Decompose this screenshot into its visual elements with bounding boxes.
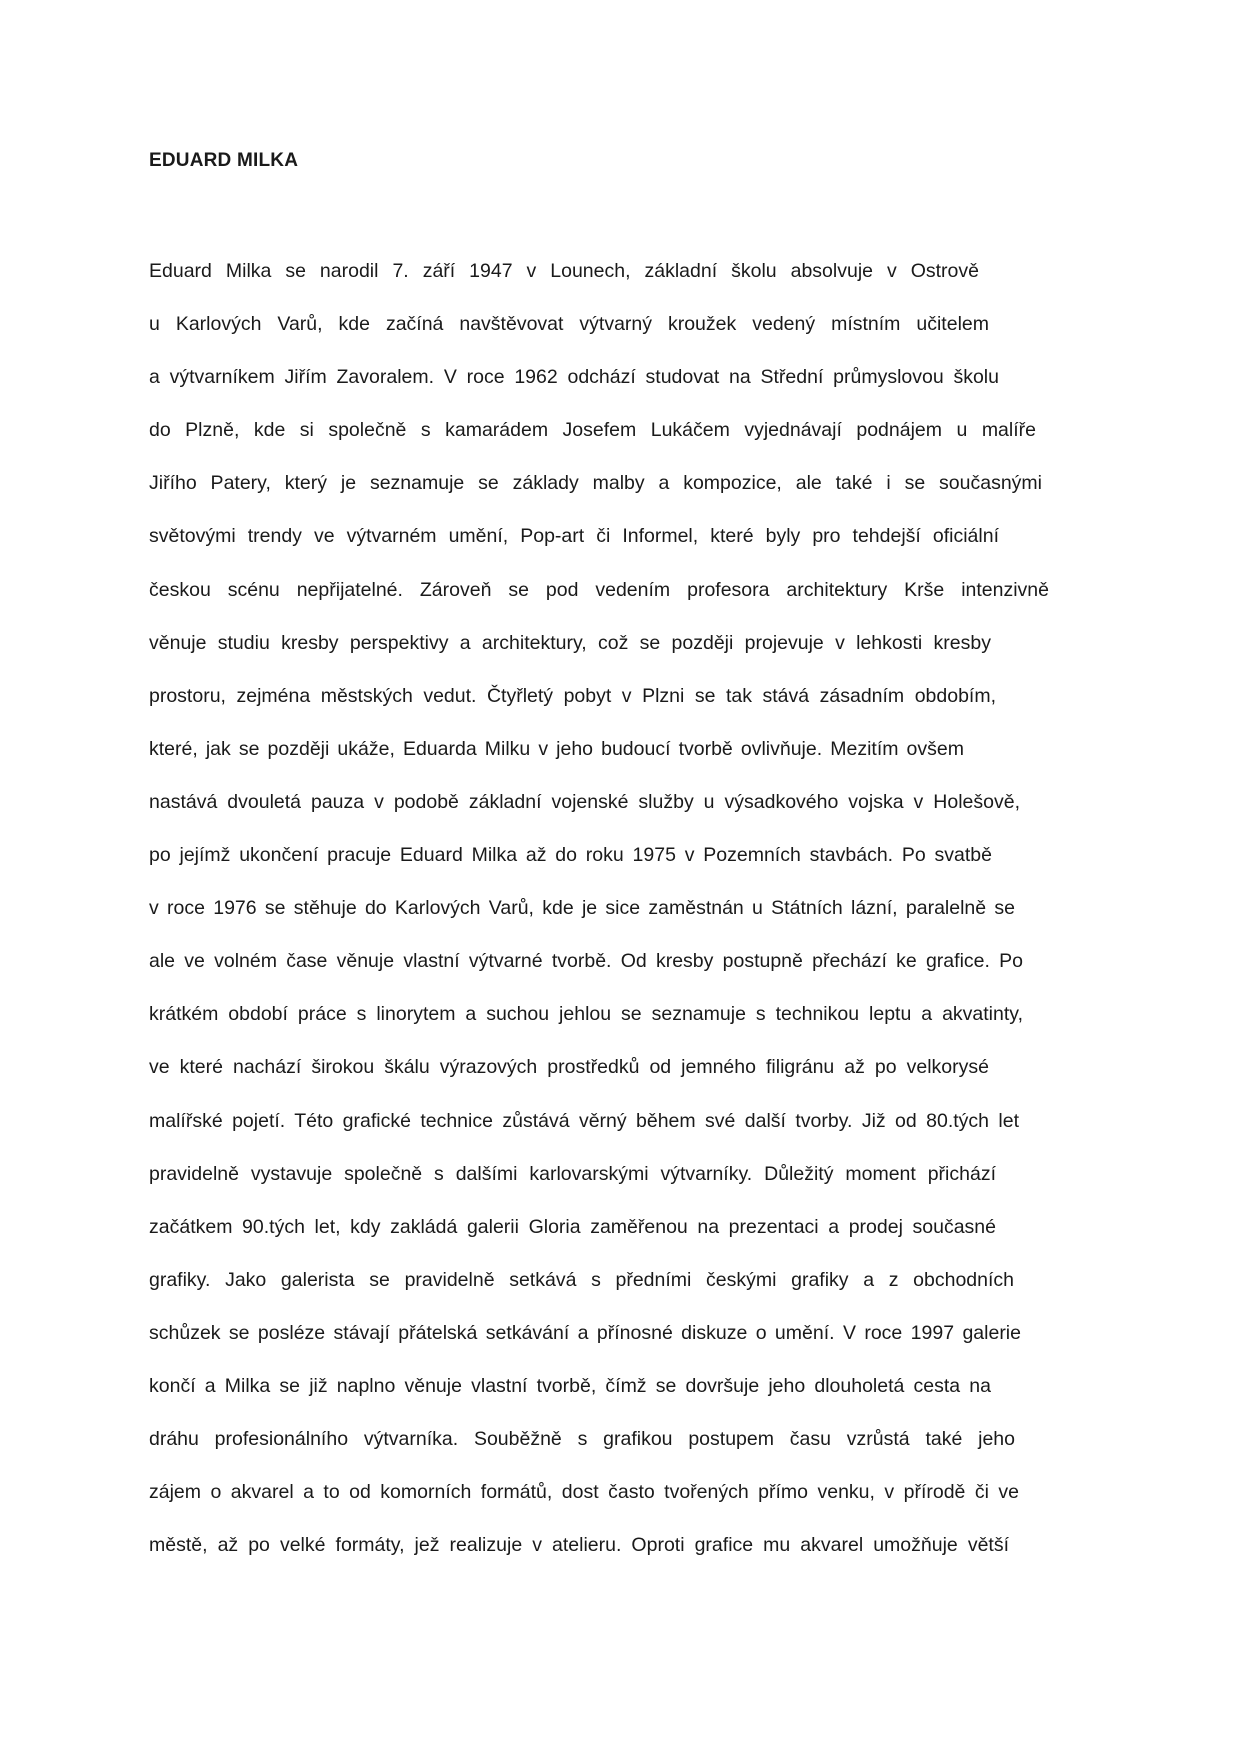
body-paragraph <box>149 252 1049 1579</box>
text-line: krátkém období práce s linorytem a suchou jehlou se seznamuje s technikou leptu a akvatinty, <box>149 1003 1023 1026</box>
text-line: Jiřího Patery, který je seznamuje se základy malby a kompozice, ale také i se současnými <box>149 472 1042 495</box>
text-line: českou scénu nepřijatelné. Zároveň se pod vedením profesora architektury Krše intenzivně <box>149 578 1049 601</box>
text-line: dráhu profesionálního výtvarníka. Souběžně s grafikou postupem času vzrůstá také jeho <box>149 1428 1015 1451</box>
text-line: věnuje studiu kresby perspektivy a architektury, což se později projevuje v lehkosti kresby <box>149 631 991 654</box>
text-line: světovými trendy ve výtvarném umění, Pop-art či Informel, které byly pro tehdejší oficiální <box>149 525 999 548</box>
text-line: grafiky. Jako galerista se pravidelně setkává s předními českými grafiky a z obchodních <box>149 1268 1014 1291</box>
text-line: začátkem 90.tých let, kdy zakládá galerii Gloria zaměřenou na prezentaci a prodej současné <box>149 1215 996 1238</box>
text-line: pravidelně vystavuje společně s dalšími karlovarskými výtvarníky. Důležitý moment přichází <box>149 1162 996 1185</box>
text-line: prostoru, zejména městských vedut. Čtyřletý pobyt v Plzni se tak stává zásadním obdobím, <box>149 684 996 707</box>
text-line: a výtvarníkem Jiřím Zavoralem. V roce 1962 odchází studovat na Střední průmyslovou školu <box>149 366 999 389</box>
text-line: končí a Milka se již naplno věnuje vlastní tvorbě, čímž se dovršuje jeho dlouholetá cesta na <box>149 1374 991 1397</box>
text-line: do Plzně, kde si společně s kamarádem Josefem Lukáčem vyjednávají podnájem u malíře <box>149 419 1036 442</box>
text-line: zájem o akvarel a to od komorních formátů, dost často tvořených přímo venku, v přírodě či ve <box>149 1481 1019 1504</box>
text-line: Eduard Milka se narodil 7. září 1947 v Lounech, základní školu absolvuje v Ostrově <box>149 260 979 282</box>
text-line: v roce 1976 se stěhuje do Karlových Varů, kde je sice zaměstnán u Státních lázní, paralelně se <box>149 897 1015 920</box>
text-line: u Karlových Varů, kde začíná navštěvovat výtvarný kroužek vedený místním učitelem <box>149 313 989 336</box>
text-line: městě, až po velké formáty, jež realizuje v atelieru. Oproti grafice mu akvarel umožňuje větší <box>149 1534 1009 1557</box>
text-line: schůzek se posléze stávají přátelská setkávání a přínosné diskuze o umění. V roce 1997 galerie <box>149 1321 1021 1344</box>
page-title: EDUARD MILKA <box>149 150 299 171</box>
text-line: malířské pojetí. Této grafické technice zůstává věrný během své další tvorby. Již od 80.tých let <box>149 1109 1019 1132</box>
text-line: po jejímž ukončení pracuje Eduard Milka až do roku 1975 v Pozemních stavbách. Po svatbě <box>149 844 992 867</box>
text-line: nastává dvouletá pauza v podobě základní vojenské služby u výsadkového vojska v Holešově, <box>149 790 1020 813</box>
text-line: ale ve volném čase věnuje vlastní výtvarné tvorbě. Od kresby postupně přechází ke grafice. Po <box>149 950 1023 973</box>
text-line: ve které nachází širokou škálu výrazových prostředků od jemného filigránu až po velkorysé <box>149 1056 989 1079</box>
text-line: které, jak se později ukáže, Eduarda Milku v jeho budoucí tvorbě ovlivňuje. Mezitím ovšem <box>149 737 964 760</box>
